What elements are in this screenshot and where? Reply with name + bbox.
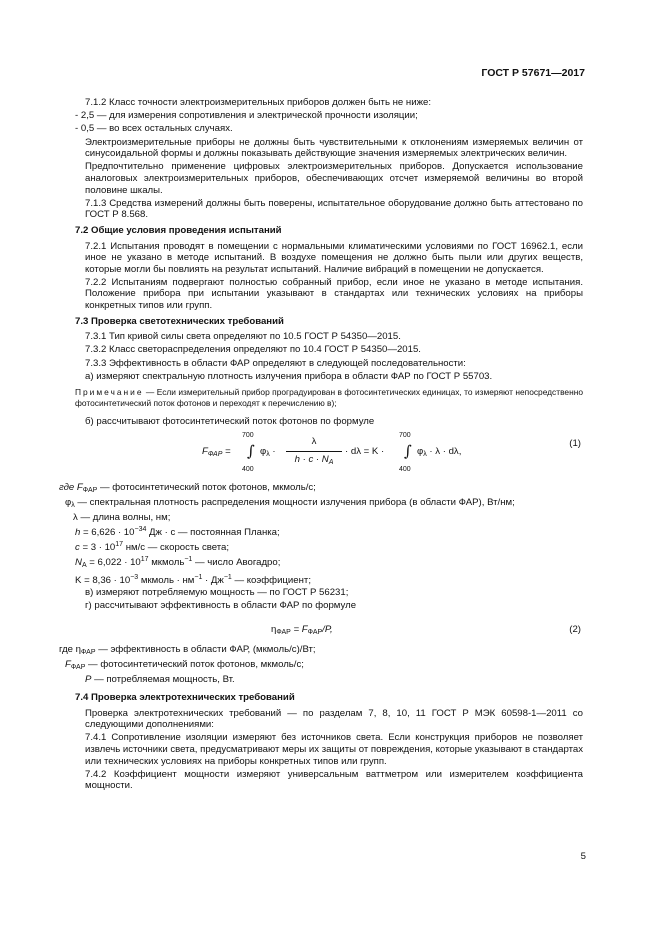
- legend-line: где $\eta_{ФАР}$ — эффективность в области ФАР, (мкмоль/с)/Вт;: [59, 643, 316, 656]
- legend-line: $K = 8,36 \cdot 10^{-3}$ мкмоль · $нм^{-1} \cdot Дж^{-1}$ — коэффициент;: [75, 574, 311, 587]
- integral-upper-limit: 700: [242, 432, 254, 440]
- fraction-denominator: $h \cdot c \cdot N_A$: [294, 454, 334, 467]
- fraction-numerator: λ: [311, 436, 317, 448]
- list-item: в) измеряют потребляемую мощность — по ГОСТ Р 56231;: [85, 587, 349, 599]
- clause-7-4-2: 7.4.2 Коэффициент мощности измеряют универсальным ваттметром или измерителем коэффициента мощности.: [85, 768, 583, 792]
- legend-line: $\varphi_\lambda$ — спектральная плотность распределения мощности излучения прибора (в области ФАР), Вт/нм;: [65, 497, 515, 510]
- list-item: г) рассчитывают эффективность в области ФАР по формуле: [85, 600, 357, 612]
- integral-lower-limit: 400: [242, 466, 254, 474]
- formula-2-expression: $\eta_{ФАР} = F_{ФАР}/P$,: [271, 623, 333, 636]
- formula-1-legend: [59, 482, 583, 587]
- formula-2-number: (2): [569, 623, 581, 635]
- legend-line: P — потребляемая мощность, Вт.: [85, 673, 235, 685]
- formula-2: [75, 622, 583, 638]
- note: [75, 387, 583, 408]
- clause-7-3-3: 7.3.3 Эффективность в области ФАР определяют в следующей последовательности:: [85, 357, 466, 369]
- list-item: - 0,5 — во всех остальных случаях.: [75, 123, 233, 135]
- formula-1: [75, 432, 583, 474]
- document-header: ГОСТ Р 57671—2017: [481, 67, 585, 79]
- list-item: - 2,5 — для измерения сопротивления и электрической прочности изоляции;: [75, 110, 418, 122]
- legend-line: $c = 3 \cdot 10^{17}$ нм/с — скорость света;: [75, 541, 230, 554]
- integral-sign-2: ∫: [404, 442, 412, 461]
- integral-lower-limit-2: 400: [399, 466, 411, 474]
- clause-7-3-2: 7.3.2 Класс светораспределения определяют по 10.4 ГОСТ Р 54350—2015.: [85, 344, 421, 356]
- legend-line: $N_A = 6,022 \cdot 10^{17}$ мкмоль$^{-1}$ — число Авогадро;: [75, 556, 281, 570]
- formula-phi-2: $\varphi_\lambda \cdot \lambda \cdot d\lambda$,: [417, 446, 462, 459]
- section-heading-7-3: 7.3 Проверка светотехнических требований: [75, 315, 284, 327]
- clause-7-1-3: 7.1.3 Средства измерений должны быть поверены, испытательное оборудование должно быть аттестовано по ГОСТ Р 8.568.: [85, 197, 583, 221]
- page-content: [59, 97, 583, 794]
- legend-line: λ — длина волны, нм;: [73, 512, 171, 524]
- clause-7-2-1: 7.2.1 Испытания проводят в помещении с нормальными климатическими условиями по ГОСТ 16962.1, если иное не указано в методе испытаний. В воздухе помещения не должно быть пыли или других веществ, которые могли бы повлиять на результат испытаний. Наличие вибраций в помещении не допускается.: [85, 240, 583, 275]
- integral-upper-limit-2: 700: [399, 432, 411, 440]
- clause-7-2-2: 7.2.2 Испытаниям подвергают полностью собранный прибор, если иное не указано в методе испытания. Положение прибора при испытании указывают в стандартах или технических условиях на приборы конкретных типов или групп.: [85, 276, 583, 312]
- formula-lhs: $F_{ФАР}$ =: [202, 446, 231, 459]
- clause-7-4-1: 7.4.1 Сопротивление изоляции измеряют без источников света. Если конструкция приборов не позволяет извлечь источники света, предусматривают меры их защиты от повреждения, которые указывают в стандартах или технических условиях на приборы конкретных типов или групп.: [85, 732, 583, 767]
- clause-7-1-2: 7.1.2 Класс точности электроизмерительных приборов должен быть не ниже:: [85, 97, 431, 108]
- formula-2-legend: [59, 643, 583, 686]
- legend-line: где $F_{ФАР}$ — фотосинтетический поток фотонов, мкмоль/с;: [59, 482, 316, 495]
- section-heading-7-2: 7.2 Общие условия проведения испытаний: [75, 224, 282, 236]
- integral-sign: ∫: [247, 442, 255, 461]
- section-heading-7-4: 7.4 Проверка электротехнических требований: [75, 691, 295, 703]
- formula-1-number: (1): [569, 438, 581, 450]
- note-label: Примечание: [75, 387, 144, 398]
- paragraph: Электроизмерительные приборы не должны быть чувствительными к отклонениям измеряемых величин от синусоидальной формы и должны показывать действующие значения измеряемых электрических величин.: [85, 136, 583, 160]
- list-item: а) измеряют спектральную плотность излучения прибора в области ФАР по ГОСТ Р 55703.: [85, 370, 493, 382]
- legend-line: $F_{ФАР}$ — фотосинтетический поток фотонов, мкмоль/с;: [65, 658, 304, 671]
- fraction-line: [286, 451, 342, 452]
- paragraph: Проверка электротехнических требований — по разделам 7, 8, 10, 11 ГОСТ Р МЭК 60598-1—2011 со следующими дополнениями:: [85, 707, 583, 731]
- legend-line: $h = 6,626 \cdot 10^{-34}$ Дж · с — постоянная Планка;: [75, 526, 280, 539]
- clause-7-3-1: 7.3.1 Тип кривой силы света определяют по 10.5 ГОСТ Р 54350—2015.: [85, 331, 401, 343]
- page-number: 5: [580, 851, 586, 862]
- formula-phi: $\varphi_\lambda$ ·: [260, 446, 276, 459]
- formula-middle: · dλ = K ·: [345, 446, 385, 458]
- list-item: б) рассчитывают фотосинтетический поток фотонов по формуле: [85, 415, 375, 427]
- note-text: — Если измерительный прибор проградуирован в фотосинтетических единицах, то измеряют непосредственно фотосинтетический поток фотонов и переходят к перечислению в);: [75, 387, 583, 408]
- paragraph: Предпочтительно применение цифровых электроизмерительных приборов. Допускается использование аналоговых электроизмерительных приборов, обеспечивающих отсчет измеряемой величины во второй половине шкалы.: [85, 161, 583, 196]
